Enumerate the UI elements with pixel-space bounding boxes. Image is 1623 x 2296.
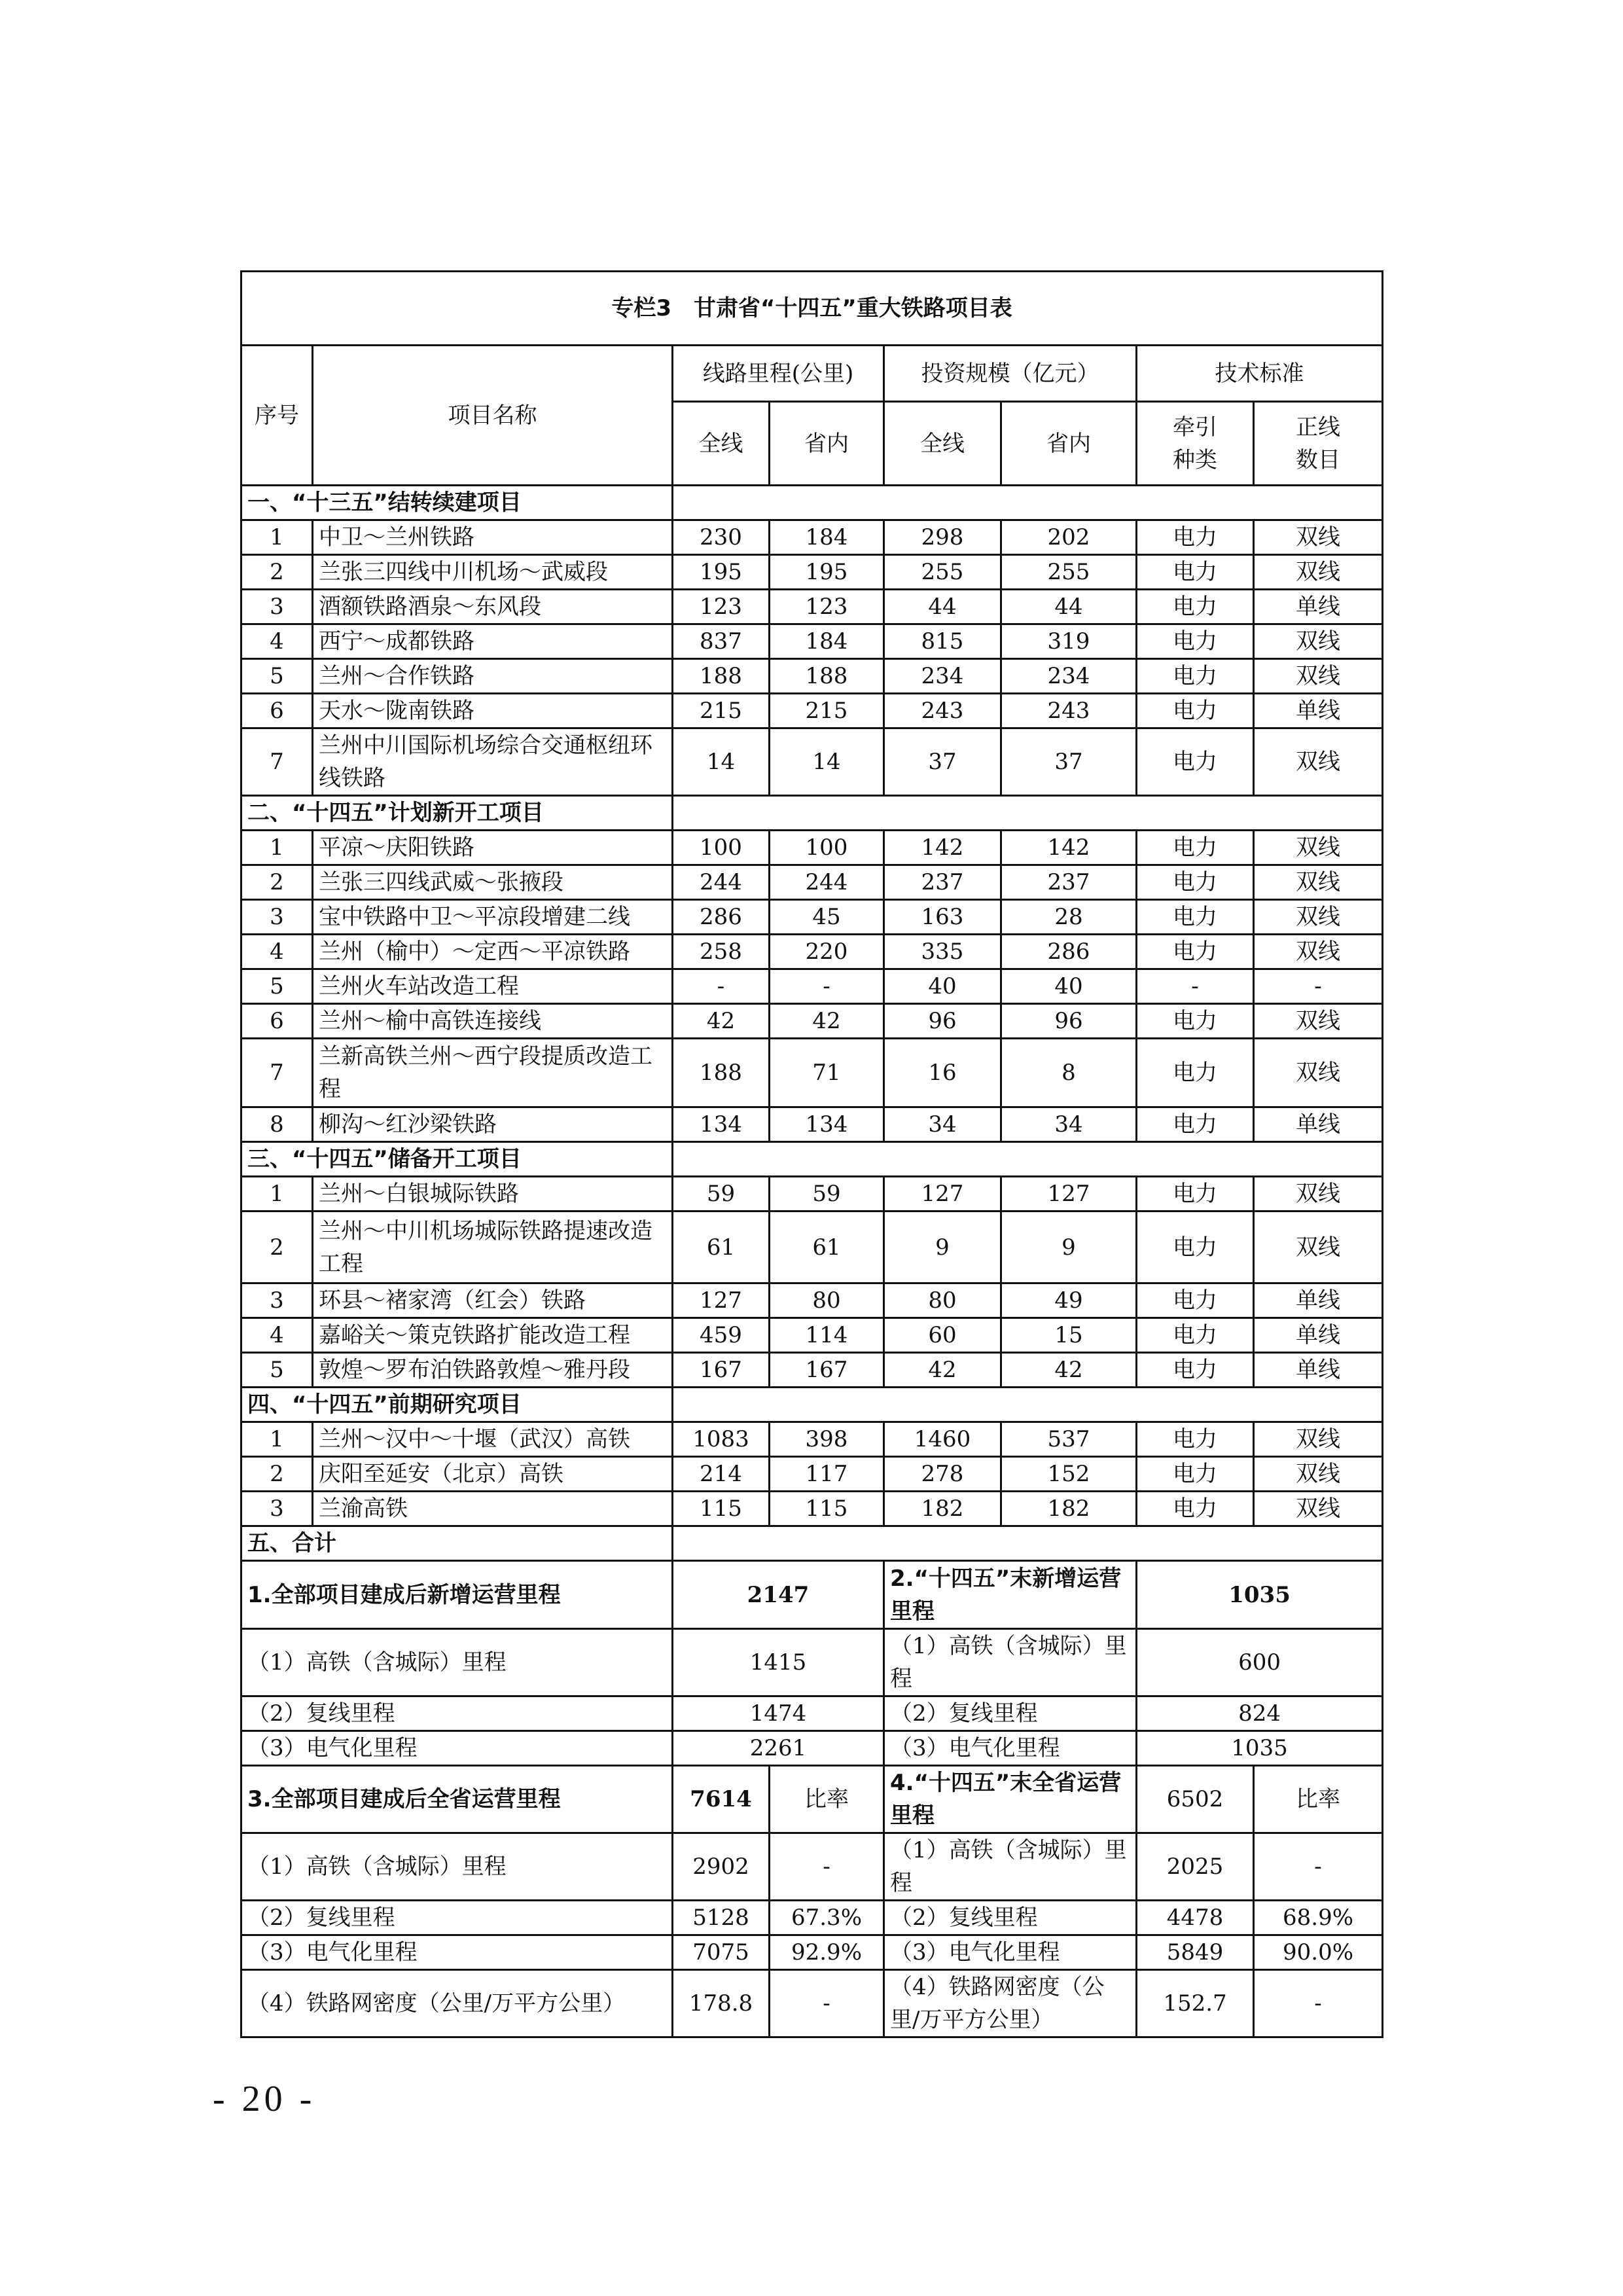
- invest-total: 60: [884, 1318, 1001, 1353]
- invest-province: 127: [1001, 1177, 1137, 1211]
- traction-type: 电力: [1137, 624, 1254, 659]
- project-name: 宝中铁路中卫～平凉段增建二线: [313, 900, 673, 935]
- invest-province: 8: [1001, 1039, 1137, 1107]
- row-index: 4: [241, 1318, 313, 1353]
- length-province: 14: [770, 728, 884, 796]
- header-tracks: 正线数目: [1254, 402, 1383, 486]
- traction-type: 电力: [1137, 1177, 1254, 1211]
- project-name: 兰州中川国际机场综合交通枢纽环线铁路: [313, 728, 673, 796]
- project-name: 兰州火车站改造工程: [313, 969, 673, 1004]
- section-title: 四、“十四五”前期研究项目: [241, 1388, 673, 1422]
- summary-right-value: 6502: [1137, 1766, 1254, 1833]
- traction-type: 电力: [1137, 590, 1254, 624]
- traction-type: 电力: [1137, 1283, 1254, 1318]
- length-total: 127: [673, 1283, 770, 1318]
- length-province: 42: [770, 1004, 884, 1039]
- invest-total: 234: [884, 659, 1001, 694]
- row-index: 2: [241, 865, 313, 900]
- length-province: 167: [770, 1353, 884, 1388]
- invest-province: 202: [1001, 520, 1137, 555]
- invest-total: 42: [884, 1353, 1001, 1388]
- invest-province: 44: [1001, 590, 1137, 624]
- summary-left-label: 3.全部项目建成后全省运营里程: [241, 1766, 673, 1833]
- table-row: [241, 1211, 1383, 1283]
- section-title: 二、“十四五”计划新开工项目: [241, 796, 673, 831]
- length-total: 286: [673, 900, 770, 935]
- invest-province: 182: [1001, 1492, 1137, 1526]
- track-count: 双线: [1254, 555, 1383, 590]
- invest-province: 237: [1001, 865, 1137, 900]
- traction-type: 电力: [1137, 659, 1254, 694]
- summary-left-label: 1.全部项目建成后新增运营里程: [241, 1561, 673, 1629]
- length-total: 214: [673, 1457, 770, 1492]
- track-count: 双线: [1254, 1211, 1383, 1283]
- header-length-total: 全线: [673, 402, 770, 486]
- length-total: 167: [673, 1353, 770, 1388]
- length-total: 837: [673, 624, 770, 659]
- invest-total: 278: [884, 1457, 1001, 1492]
- length-total: 42: [673, 1004, 770, 1039]
- table-row: [241, 1039, 1383, 1107]
- length-total: 215: [673, 694, 770, 728]
- page-number: - 20 -: [213, 2079, 316, 2119]
- length-total: 61: [673, 1211, 770, 1283]
- summary-right-value: 1035: [1137, 1731, 1383, 1766]
- length-province: 244: [770, 865, 884, 900]
- invest-total: 34: [884, 1107, 1001, 1142]
- header-tech-group: 技术标准: [1137, 346, 1383, 402]
- table-row: [241, 1107, 1383, 1142]
- summary-left-label: （2）复线里程: [241, 1901, 673, 1935]
- summary-left-value: 178.8: [673, 1970, 770, 2037]
- header-traction: 牵引种类: [1137, 402, 1254, 486]
- length-total: 123: [673, 590, 770, 624]
- summary-left-ratio: -: [770, 1833, 884, 1901]
- invest-total: 163: [884, 900, 1001, 935]
- table-row: [241, 1492, 1383, 1526]
- track-count: 双线: [1254, 1039, 1383, 1107]
- summary-right-label: （2）复线里程: [884, 1696, 1137, 1731]
- track-count: 双线: [1254, 900, 1383, 935]
- invest-province: 28: [1001, 900, 1137, 935]
- project-name: 兰渝高铁: [313, 1492, 673, 1526]
- track-count: 双线: [1254, 1177, 1383, 1211]
- traction-type: 电力: [1137, 728, 1254, 796]
- track-count: 单线: [1254, 1318, 1383, 1353]
- summary-right-value: 4478: [1137, 1901, 1254, 1935]
- summary-left-label: （2）复线里程: [241, 1696, 673, 1731]
- track-count: -: [1254, 969, 1383, 1004]
- table-row: [241, 728, 1383, 796]
- traction-type: 电力: [1137, 1492, 1254, 1526]
- table-row: [241, 1318, 1383, 1353]
- summary-row: [241, 1731, 1383, 1766]
- track-count: 单线: [1254, 1353, 1383, 1388]
- table-row: [241, 555, 1383, 590]
- header-length-province: 省内: [770, 402, 884, 486]
- summary-left-value: 1415: [673, 1629, 884, 1696]
- length-total: 230: [673, 520, 770, 555]
- summary-right-ratio: 68.9%: [1254, 1901, 1383, 1935]
- traction-type: 电力: [1137, 935, 1254, 969]
- invest-total: 127: [884, 1177, 1001, 1211]
- summary-left-ratio: 92.9%: [770, 1935, 884, 1970]
- row-index: 5: [241, 659, 313, 694]
- row-index: 1: [241, 831, 313, 865]
- row-index: 3: [241, 900, 313, 935]
- project-name: 兰张三四线中川机场～武威段: [313, 555, 673, 590]
- header-length-group: 线路里程(公里): [673, 346, 884, 402]
- summary-right-ratio: -: [1254, 1970, 1383, 2037]
- summary-right-value: 152.7: [1137, 1970, 1254, 2037]
- length-province: 398: [770, 1422, 884, 1457]
- row-index: 5: [241, 969, 313, 1004]
- summary-right-label: 4.“十四五”末全省运营里程: [884, 1766, 1137, 1833]
- section-header-row: [241, 796, 1383, 831]
- row-index: 4: [241, 935, 313, 969]
- summary-left-value: 1474: [673, 1696, 884, 1731]
- track-count: 双线: [1254, 1492, 1383, 1526]
- summary-row: [241, 1629, 1383, 1696]
- invest-province: 49: [1001, 1283, 1137, 1318]
- invest-total: 243: [884, 694, 1001, 728]
- table-row: [241, 659, 1383, 694]
- invest-province: 537: [1001, 1422, 1137, 1457]
- track-count: 双线: [1254, 659, 1383, 694]
- project-name: 兰州（榆中）～定西～平凉铁路: [313, 935, 673, 969]
- project-name: 嘉峪关～策克铁路扩能改造工程: [313, 1318, 673, 1353]
- summary-right-value: 600: [1137, 1629, 1383, 1696]
- track-count: 双线: [1254, 1004, 1383, 1039]
- project-name: 酒额铁路酒泉～东风段: [313, 590, 673, 624]
- invest-total: 44: [884, 590, 1001, 624]
- traction-type: 电力: [1137, 865, 1254, 900]
- length-province: 117: [770, 1457, 884, 1492]
- header-invest-total: 全线: [884, 402, 1001, 486]
- length-province: 71: [770, 1039, 884, 1107]
- length-total: 1083: [673, 1422, 770, 1457]
- row-index: 4: [241, 624, 313, 659]
- invest-province: 286: [1001, 935, 1137, 969]
- length-total: 188: [673, 659, 770, 694]
- invest-province: 9: [1001, 1211, 1137, 1283]
- traction-type: 电力: [1137, 1457, 1254, 1492]
- track-count: 单线: [1254, 1107, 1383, 1142]
- row-index: 7: [241, 728, 313, 796]
- length-province: 184: [770, 624, 884, 659]
- invest-total: 9: [884, 1211, 1001, 1283]
- summary-left-value: 2261: [673, 1731, 884, 1766]
- traction-type: 电力: [1137, 694, 1254, 728]
- project-name: 兰州～中川机场城际铁路提速改造工程: [313, 1211, 673, 1283]
- invest-total: 96: [884, 1004, 1001, 1039]
- invest-total: 237: [884, 865, 1001, 900]
- summary-block2-header: [241, 1766, 1383, 1833]
- track-count: 双线: [1254, 1457, 1383, 1492]
- project-name: 中卫～兰州铁路: [313, 520, 673, 555]
- traction-type: 电力: [1137, 900, 1254, 935]
- row-index: 8: [241, 1107, 313, 1142]
- section-empty-cell: [673, 796, 1383, 831]
- summary-left-label: （4）铁路网密度（公里/万平方公里）: [241, 1970, 673, 2037]
- section-title: 三、“十四五”储备开工项目: [241, 1142, 673, 1177]
- summary-left-ratio: -: [770, 1970, 884, 2037]
- project-name: 敦煌～罗布泊铁路敦煌～雅丹段: [313, 1353, 673, 1388]
- project-name: 兰州～合作铁路: [313, 659, 673, 694]
- header-invest-group: 投资规模（亿元）: [884, 346, 1137, 402]
- summary-section-row: [241, 1526, 1383, 1561]
- invest-province: 234: [1001, 659, 1137, 694]
- ratio-label: 比率: [770, 1766, 884, 1833]
- length-province: 188: [770, 659, 884, 694]
- track-count: 双线: [1254, 728, 1383, 796]
- track-count: 单线: [1254, 1283, 1383, 1318]
- invest-province: 37: [1001, 728, 1137, 796]
- length-total: 14: [673, 728, 770, 796]
- length-province: 134: [770, 1107, 884, 1142]
- length-total: 258: [673, 935, 770, 969]
- length-total: -: [673, 969, 770, 1004]
- section-empty-cell: [673, 1142, 1383, 1177]
- summary-title: 五、合计: [241, 1526, 673, 1561]
- project-name: 环县～褚家湾（红会）铁路: [313, 1283, 673, 1318]
- railway-projects-table: [240, 270, 1383, 2038]
- length-province: 215: [770, 694, 884, 728]
- summary-block1-header: [241, 1561, 1383, 1629]
- table-row: [241, 1177, 1383, 1211]
- invest-province: 243: [1001, 694, 1137, 728]
- invest-province: 15: [1001, 1318, 1137, 1353]
- project-name: 兰新高铁兰州～西宁段提质改造工程: [313, 1039, 673, 1107]
- invest-total: 298: [884, 520, 1001, 555]
- track-count: 单线: [1254, 694, 1383, 728]
- length-total: 115: [673, 1492, 770, 1526]
- summary-left-label: （1）高铁（含城际）里程: [241, 1629, 673, 1696]
- ratio-label: 比率: [1254, 1766, 1383, 1833]
- header-name: 项目名称: [313, 346, 673, 486]
- project-name: 兰张三四线武威～张掖段: [313, 865, 673, 900]
- traction-type: 电力: [1137, 1353, 1254, 1388]
- traction-type: 电力: [1137, 1318, 1254, 1353]
- project-name: 兰州～汉中～十堰（武汉）高铁: [313, 1422, 673, 1457]
- traction-type: 电力: [1137, 1039, 1254, 1107]
- length-province: 100: [770, 831, 884, 865]
- project-name: 平凉～庆阳铁路: [313, 831, 673, 865]
- track-count: 双线: [1254, 520, 1383, 555]
- length-province: 114: [770, 1318, 884, 1353]
- row-index: 1: [241, 520, 313, 555]
- length-total: 100: [673, 831, 770, 865]
- summary-left-label: （3）电气化里程: [241, 1935, 673, 1970]
- row-index: 3: [241, 590, 313, 624]
- row-index: 2: [241, 1457, 313, 1492]
- traction-type: 电力: [1137, 831, 1254, 865]
- summary-left-value: 5128: [673, 1901, 770, 1935]
- invest-total: 1460: [884, 1422, 1001, 1457]
- length-province: 80: [770, 1283, 884, 1318]
- row-index: 3: [241, 1492, 313, 1526]
- invest-total: 255: [884, 555, 1001, 590]
- summary-left-value: 7075: [673, 1935, 770, 1970]
- project-name: 庆阳至延安（北京）高铁: [313, 1457, 673, 1492]
- invest-total: 335: [884, 935, 1001, 969]
- length-province: 195: [770, 555, 884, 590]
- summary-left-value: 2147: [673, 1561, 884, 1629]
- traction-type: 电力: [1137, 1211, 1254, 1283]
- invest-province: 96: [1001, 1004, 1137, 1039]
- invest-total: 40: [884, 969, 1001, 1004]
- summary-right-ratio: -: [1254, 1833, 1383, 1901]
- row-index: 2: [241, 555, 313, 590]
- invest-province: 40: [1001, 969, 1137, 1004]
- table-row: [241, 900, 1383, 935]
- length-province: 184: [770, 520, 884, 555]
- summary-row: [241, 1833, 1383, 1901]
- invest-province: 255: [1001, 555, 1137, 590]
- invest-province: 152: [1001, 1457, 1137, 1492]
- invest-province: 319: [1001, 624, 1137, 659]
- summary-right-label: （3）电气化里程: [884, 1935, 1137, 1970]
- section-empty-cell: [673, 1388, 1383, 1422]
- length-total: 134: [673, 1107, 770, 1142]
- row-index: 3: [241, 1283, 313, 1318]
- length-province: -: [770, 969, 884, 1004]
- row-index: 2: [241, 1211, 313, 1283]
- invest-total: 80: [884, 1283, 1001, 1318]
- summary-right-value: 5849: [1137, 1935, 1254, 1970]
- section-empty-cell: [673, 1526, 1383, 1561]
- table-title-row: [241, 272, 1383, 346]
- track-count: 双线: [1254, 865, 1383, 900]
- summary-right-value: 2025: [1137, 1833, 1254, 1901]
- summary-left-value: 7614: [673, 1766, 770, 1833]
- project-name: 西宁～成都铁路: [313, 624, 673, 659]
- invest-province: 42: [1001, 1353, 1137, 1388]
- summary-left-label: （3）电气化里程: [241, 1731, 673, 1766]
- project-name: 柳沟～红沙梁铁路: [313, 1107, 673, 1142]
- summary-right-label: （2）复线里程: [884, 1901, 1137, 1935]
- summary-right-label: （3）电气化里程: [884, 1731, 1137, 1766]
- track-count: 单线: [1254, 590, 1383, 624]
- project-name: 兰州～白银城际铁路: [313, 1177, 673, 1211]
- invest-total: 815: [884, 624, 1001, 659]
- section-header-row: [241, 1142, 1383, 1177]
- length-province: 115: [770, 1492, 884, 1526]
- summary-right-label: 2.“十四五”末新增运营里程: [884, 1561, 1137, 1629]
- track-count: 双线: [1254, 1422, 1383, 1457]
- length-province: 45: [770, 900, 884, 935]
- summary-right-value: 1035: [1137, 1561, 1383, 1629]
- invest-total: 182: [884, 1492, 1001, 1526]
- project-name: 兰州～榆中高铁连接线: [313, 1004, 673, 1039]
- table-row: [241, 624, 1383, 659]
- summary-right-label: （4）铁路网密度（公里/万平方公里）: [884, 1970, 1137, 2037]
- invest-province: 34: [1001, 1107, 1137, 1142]
- table-row: [241, 520, 1383, 555]
- table-title: 专栏3 甘肃省“十四五”重大铁路项目表: [241, 272, 1383, 346]
- summary-row: [241, 1935, 1383, 1970]
- summary-right-label: （1）高铁（含城际）里程: [884, 1833, 1137, 1901]
- row-index: 5: [241, 1353, 313, 1388]
- traction-type: 电力: [1137, 555, 1254, 590]
- table-row: [241, 1004, 1383, 1039]
- length-province: 59: [770, 1177, 884, 1211]
- header-invest-province: 省内: [1001, 402, 1137, 486]
- traction-type: 电力: [1137, 1004, 1254, 1039]
- length-province: 123: [770, 590, 884, 624]
- track-count: 双线: [1254, 624, 1383, 659]
- section-header-row: [241, 1388, 1383, 1422]
- invest-total: 16: [884, 1039, 1001, 1107]
- traction-type: 电力: [1137, 520, 1254, 555]
- table-row: [241, 1353, 1383, 1388]
- summary-right-value: 824: [1137, 1696, 1383, 1731]
- section-empty-cell: [673, 486, 1383, 520]
- track-count: 双线: [1254, 831, 1383, 865]
- header-index: 序号: [241, 346, 313, 486]
- traction-type: 电力: [1137, 1422, 1254, 1457]
- summary-right-label: （1）高铁（含城际）里程: [884, 1629, 1137, 1696]
- length-province: 220: [770, 935, 884, 969]
- length-total: 195: [673, 555, 770, 590]
- track-count: 双线: [1254, 935, 1383, 969]
- summary-right-ratio: 90.0%: [1254, 1935, 1383, 1970]
- invest-total: 142: [884, 831, 1001, 865]
- table-row: [241, 1283, 1383, 1318]
- length-total: 188: [673, 1039, 770, 1107]
- table-row: [241, 1422, 1383, 1457]
- length-province: 61: [770, 1211, 884, 1283]
- traction-type: 电力: [1137, 1107, 1254, 1142]
- traction-type: -: [1137, 969, 1254, 1004]
- table-row: [241, 831, 1383, 865]
- invest-total: 37: [884, 728, 1001, 796]
- table-row: [241, 590, 1383, 624]
- row-index: 6: [241, 694, 313, 728]
- section-header-row: [241, 486, 1383, 520]
- table-row: [241, 969, 1383, 1004]
- summary-row: [241, 1901, 1383, 1935]
- table-row: [241, 935, 1383, 969]
- row-index: 7: [241, 1039, 313, 1107]
- project-name: 天水～陇南铁路: [313, 694, 673, 728]
- section-title: 一、“十三五”结转续建项目: [241, 486, 673, 520]
- summary-row: [241, 1696, 1383, 1731]
- row-index: 1: [241, 1422, 313, 1457]
- table-row: [241, 865, 1383, 900]
- table-row: [241, 1457, 1383, 1492]
- summary-row: [241, 1970, 1383, 2037]
- length-total: 59: [673, 1177, 770, 1211]
- row-index: 1: [241, 1177, 313, 1211]
- summary-left-label: （1）高铁（含城际）里程: [241, 1833, 673, 1901]
- summary-left-value: 2902: [673, 1833, 770, 1901]
- row-index: 6: [241, 1004, 313, 1039]
- table-row: [241, 694, 1383, 728]
- invest-province: 142: [1001, 831, 1137, 865]
- header-row-1: [241, 346, 1383, 402]
- length-total: 459: [673, 1318, 770, 1353]
- length-total: 244: [673, 865, 770, 900]
- summary-left-ratio: 67.3%: [770, 1901, 884, 1935]
